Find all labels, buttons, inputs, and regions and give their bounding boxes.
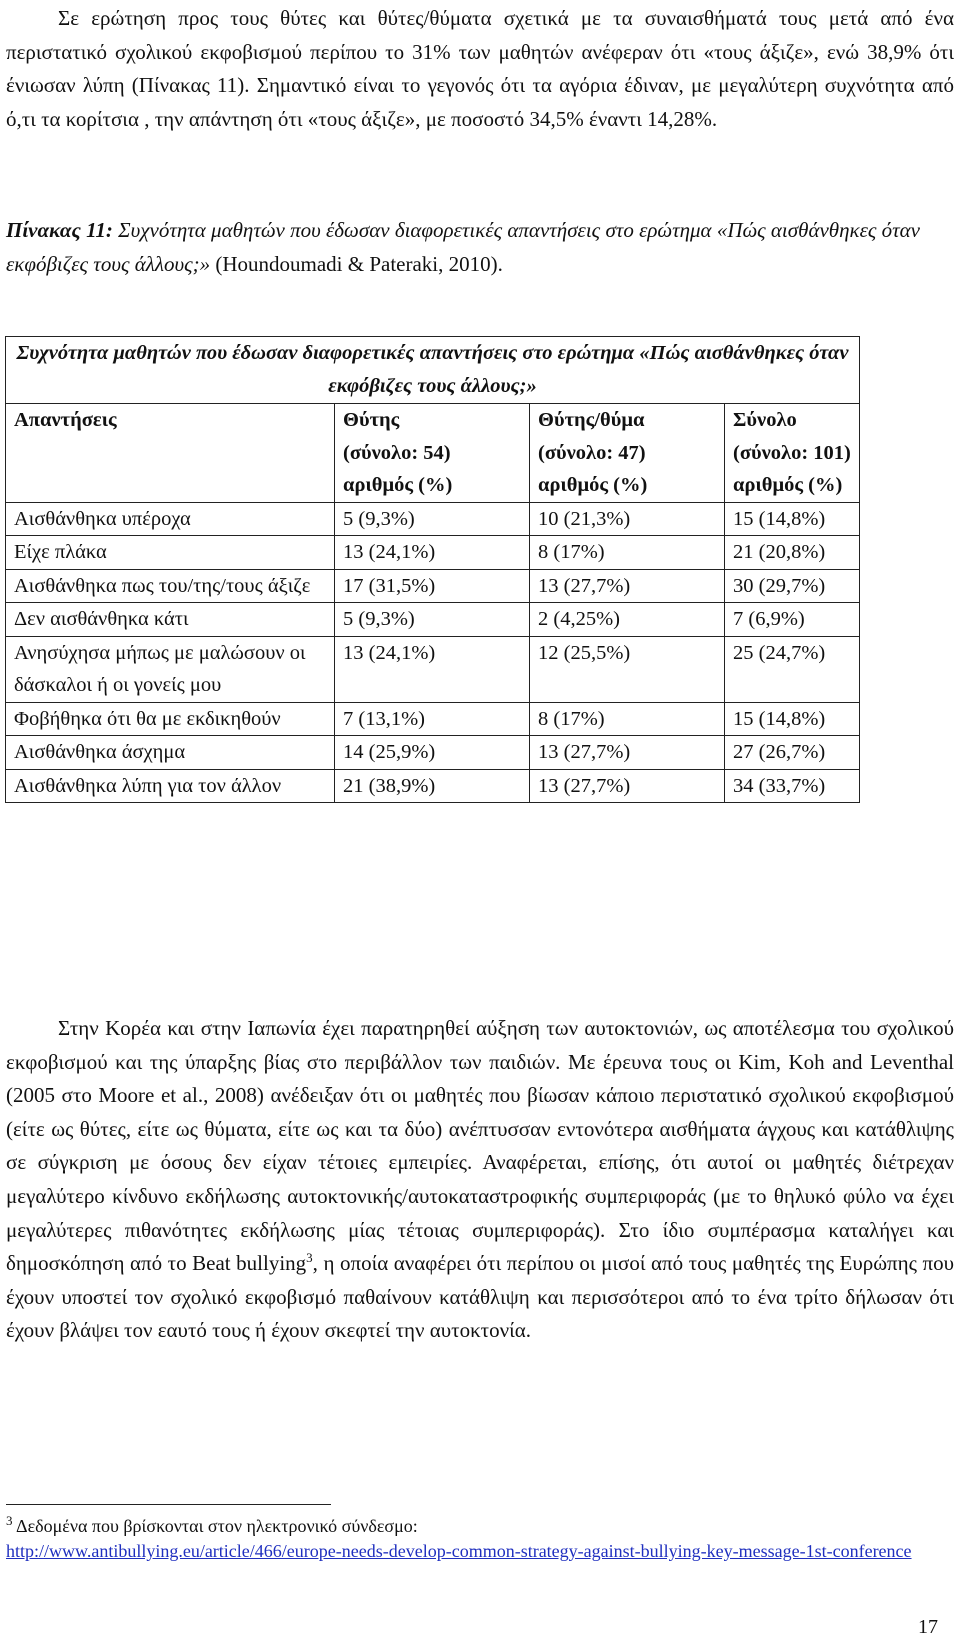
row-label: Δεν αισθάνθηκα κάτι: [6, 603, 335, 637]
column-header-total: Σύνολο (σύνολο: 101) αριθμός (%): [725, 404, 860, 503]
cell: 25 (24,7%): [725, 636, 860, 702]
row-label: Φοβήθηκα ότι θα με εκδικηθούν: [6, 702, 335, 736]
table-row: [6, 603, 860, 637]
cell: 21 (38,9%): [335, 769, 530, 803]
table-row: [6, 702, 860, 736]
results-table: [5, 336, 860, 803]
column-header-perpetrator-victim: Θύτης/θύμα (σύνολο: 47) αριθμός (%): [530, 404, 725, 503]
cell: 30 (29,7%): [725, 569, 860, 603]
cell: 7 (6,9%): [725, 603, 860, 637]
cell: 2 (4,25%): [530, 603, 725, 637]
caption-source: (Houndoumadi & Pateraki, 2010).: [210, 251, 503, 276]
cell: 15 (14,8%): [725, 702, 860, 736]
table-row: [6, 769, 860, 803]
cell: 5 (9,3%): [335, 502, 530, 536]
body-paragraph-2: [6, 1012, 954, 1348]
cell: 8 (17%): [530, 702, 725, 736]
table-row: [6, 736, 860, 770]
cell: 13 (27,7%): [530, 569, 725, 603]
row-label: Είχε πλάκα: [6, 536, 335, 570]
cell: 17 (31,5%): [335, 569, 530, 603]
row-label: Αισθάνθηκα υπέροχα: [6, 502, 335, 536]
cell: 5 (9,3%): [335, 603, 530, 637]
row-label: Αισθάνθηκα λύπη για τον άλλον: [6, 769, 335, 803]
cell: 13 (24,1%): [335, 636, 530, 702]
page-number: 17: [918, 1616, 938, 1638]
footnote-text: Δεδομένα που βρίσκονται στον ηλεκτρονικό σύνδεσμο:: [12, 1516, 418, 1536]
row-label: Αισθάνθηκα άσχημα: [6, 736, 335, 770]
cell: 10 (21,3%): [530, 502, 725, 536]
caption-label: Πίνακας 11:: [6, 218, 113, 242]
caption-title: Συχνότητα μαθητών που έδωσαν διαφορετικές απαντήσεις στο ερώτημα «Πώς αισθάνθηκες όταν εκφόβιζες τους άλλους;»: [6, 218, 921, 276]
table-row: [6, 502, 860, 536]
footnote-link[interactable]: http://www.antibullying.eu/article/466/europe-needs-develop-common-strategy-against-bullying-key-message-1st-conference: [6, 1541, 912, 1561]
cell: 7 (13,1%): [335, 702, 530, 736]
footnote-divider: [6, 1504, 331, 1505]
paragraph-text: Στην Κορέα και στην Ιαπωνία έχει παρατηρηθεί αύξηση των αυτοκτονιών, ως αποτέλεσμα του σχολικού εκφοβισμού και της ύπαρξης βίας στο περιβάλλον των παιδιών. Με έρευνα τους οι Kim, Koh and Leventhal (2005 στο Moore et al., 2008) ανέδειξαν ότι οι μαθητές που βίωσαν κάποιο περιστατικό σχολικού εκφοβισμού (είτε ως θύτες, είτε ως θύματα, είτε ως και τα δύο) ανέπτυσσαν εντονότερα αισθήματα άγχους και κατάθλιψης σε σύγκριση με όσους δεν είχαν τέτοιες εμπειρίες. Αναφέρεται, επίσης, ότι αυτοί οι μαθητές διέτρεχαν μεγαλύτερο κίνδυνο εκδήλωσης αυτοκτονικής/αυτοκαταστροφικής συμπεριφοράς (με το θηλυκό φύλο να έχει μεγαλύτερες πιθανότητες εκδήλωσης μίας τέτοιας συμπεριφοράς). Στο ίδιο συμπέρασμα καταλήγει και δημοσκόπηση από το Beat bullying: [6, 1016, 954, 1276]
cell: 15 (14,8%): [725, 502, 860, 536]
footnote-number: 3: [6, 1513, 13, 1528]
table-row: [6, 569, 860, 603]
column-header-row: [6, 404, 860, 503]
row-label: Αισθάνθηκα πως του/της/τους άξιζε: [6, 569, 335, 603]
table-header-row: [6, 337, 860, 404]
cell: 13 (24,1%): [335, 536, 530, 570]
table-caption: [6, 214, 954, 281]
cell: 27 (26,7%): [725, 736, 860, 770]
cell: 12 (25,5%): [530, 636, 725, 702]
paragraph-text-continued: , η οποία αναφέρει ότι περίπου οι μισοί από τους μαθητές της Ευρώπης που έχουν υποστεί τον σχολικό εκφοβισμό παθαίνουν κατάθλιψη και περισσότεροι από το ένα τρίτο δήλωσαν ότι έχουν βλάψει τον εαυτό τους ή έχουν σκεφτεί την αυτοκτονία.: [6, 1251, 954, 1343]
cell: 14 (25,9%): [335, 736, 530, 770]
cell: 34 (33,7%): [725, 769, 860, 803]
cell: 8 (17%): [530, 536, 725, 570]
cell: 13 (27,7%): [530, 769, 725, 803]
column-header-perpetrator: Θύτης (σύνολο: 54) αριθμός (%): [335, 404, 530, 503]
cell: 21 (20,8%): [725, 536, 860, 570]
column-header-answers: Απαντήσεις: [6, 404, 335, 503]
table-row: [6, 536, 860, 570]
footnote-ref: 3: [306, 1250, 313, 1266]
row-label: Ανησύχησα μήπως με μαλώσουν οι δάσκαλοι ή οι γονείς μου: [6, 636, 335, 702]
table-header: Συχνότητα μαθητών που έδωσαν διαφορετικές απαντήσεις στο ερώτημα «Πώς αισθάνθηκες όταν εκφόβιζες τους άλλους;»: [6, 337, 860, 404]
table-row: [6, 636, 860, 702]
body-paragraph-1: Σε ερώτηση προς τους θύτες και θύτες/θύματα σχετικά με τα συναισθήματά τους μετά από ένα περιστατικό σχολικού εκφοβισμού περίπου το 31% των μαθητών ανέφεραν ότι «τους άξιζε», ενώ 38,9% ότι ένιωσαν λύπη (Πίνακας 11). Σημαντικό είναι το γεγονός ότι τα αγόρια έδιναν, με μεγαλύτερη συχνότητα από ό,τι τα κορίτσια , την απάντηση ότι «τους άξιζε», με ποσοστό 34,5% έναντι 14,28%.: [6, 6, 954, 131]
cell: 13 (27,7%): [530, 736, 725, 770]
footnote: [6, 1514, 954, 1564]
